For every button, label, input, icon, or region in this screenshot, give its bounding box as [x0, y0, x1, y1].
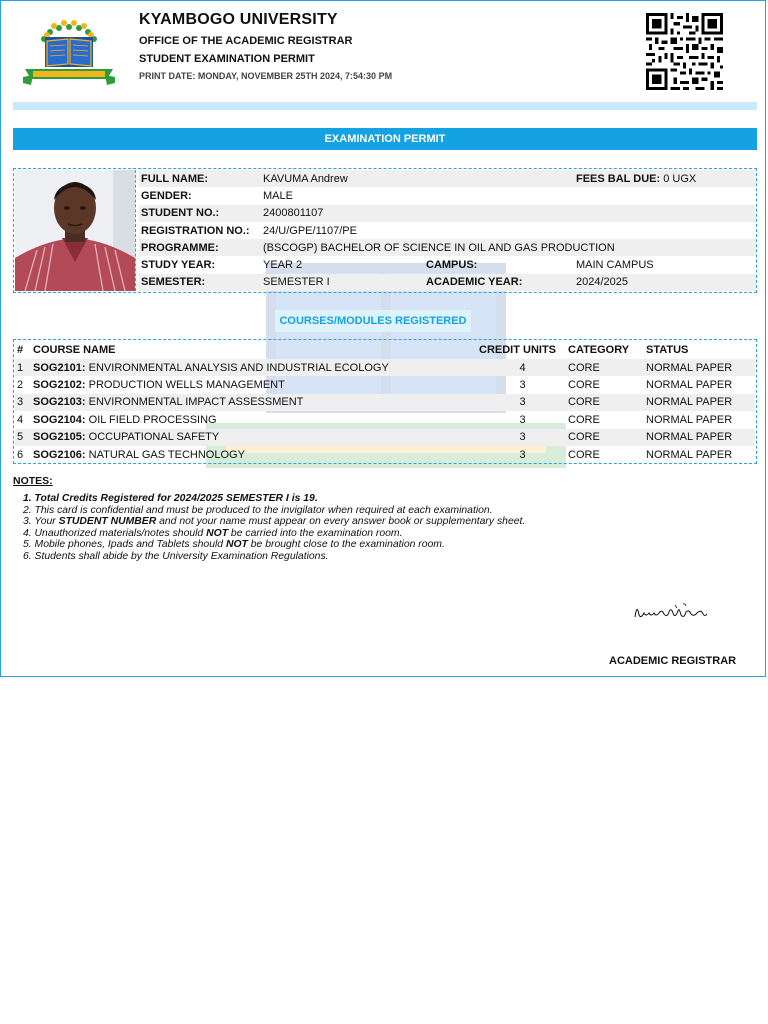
course-num: 4 — [17, 413, 24, 426]
course-name-cell — [31, 411, 477, 428]
note-5-a: 5. Mobile phones, Ipads and Tablets should — [23, 539, 226, 551]
campus-value: MAIN CAMPUS — [576, 259, 654, 272]
fees-cell — [574, 170, 756, 187]
academic-year-label: ACADEMIC YEAR: — [424, 274, 574, 291]
course-code: SOG2104: — [33, 413, 86, 426]
course-num: 1 — [15, 359, 31, 376]
col-status-header: STATUS — [646, 344, 689, 356]
info-row-study-year — [139, 256, 756, 273]
note-5-b: NOT — [225, 539, 248, 551]
full-name-label: FULL NAME: — [139, 170, 261, 187]
course-name: ENVIRONMENTAL IMPACT ASSESSMENT — [85, 396, 304, 409]
course-code: SOG2105: — [33, 431, 86, 444]
course-category: CORE — [568, 448, 600, 461]
notes-list — [13, 493, 525, 563]
note-3-a: 3. Your — [23, 516, 59, 528]
signature-icon — [631, 599, 711, 625]
course-status: NORMAL PAPER — [646, 413, 733, 426]
table-row — [15, 446, 755, 463]
course-category: CORE — [566, 429, 644, 446]
course-credits: 3 — [519, 448, 526, 461]
course-credits: 3 — [477, 429, 566, 446]
col-num-header: # — [17, 344, 24, 356]
course-status: NORMAL PAPER — [644, 359, 755, 376]
student-info-box — [13, 168, 757, 293]
academic-registrar-label: ACADEMIC REGISTRAR — [609, 655, 737, 667]
full-name-value: KAVUMA Andrew — [261, 170, 574, 187]
info-row-semester — [139, 274, 756, 291]
course-status: NORMAL PAPER — [646, 448, 733, 461]
notes-section — [13, 475, 525, 563]
table-row — [15, 429, 755, 446]
course-code: SOG2103: — [33, 396, 86, 409]
note-5 — [23, 539, 525, 551]
semester-value: SEMESTER I — [261, 274, 424, 291]
course-name-cell — [31, 394, 477, 411]
courses-table — [15, 341, 755, 463]
course-name-cell — [31, 359, 477, 376]
course-name-cell — [31, 429, 477, 446]
programme-label: PROGRAMME: — [139, 239, 261, 256]
student-photo — [15, 170, 136, 291]
header-block — [139, 11, 392, 81]
course-category: CORE — [568, 413, 600, 426]
course-name: OIL FIELD PROCESSING — [85, 413, 217, 426]
courses-box — [13, 339, 757, 464]
student-no-label: STUDENT NO.: — [139, 205, 261, 222]
document-title: STUDENT EXAMINATION PERMIT — [139, 53, 315, 65]
study-year-label: STUDY YEAR: — [141, 259, 216, 272]
course-credits: 3 — [477, 394, 566, 411]
course-status: NORMAL PAPER — [646, 379, 733, 392]
notes-title: NOTES: — [13, 475, 53, 487]
header-divider — [13, 102, 757, 110]
university-crest-icon — [23, 17, 115, 87]
info-row-gender — [139, 187, 756, 204]
note-3 — [23, 516, 525, 528]
course-code: SOG2101: — [33, 361, 86, 374]
fees-label: FEES BAL DUE: — [576, 172, 661, 185]
programme-value: (BSCOGP) BACHELOR OF SCIENCE IN OIL AND GAS PRODUCTION — [261, 239, 756, 256]
course-credits: 3 — [519, 413, 526, 426]
table-row — [15, 376, 755, 393]
student-no-value: 2400801107 — [261, 205, 756, 222]
university-name: KYAMBOGO UNIVERSITY — [139, 11, 338, 28]
qr-code-icon — [646, 13, 723, 90]
course-num: 6 — [17, 448, 24, 461]
office-name: OFFICE OF THE ACADEMIC REGISTRAR — [139, 35, 353, 47]
course-category: CORE — [568, 379, 600, 392]
courses-header-row — [15, 341, 755, 359]
study-year-value: YEAR 2 — [263, 259, 303, 272]
print-date: PRINT DATE: MONDAY, NOVEMBER 25TH 2024, 7:54:30 PM — [139, 71, 393, 81]
info-row-programme — [139, 239, 756, 256]
reg-no-value: 24/U/GPE/1107/PE — [263, 224, 357, 237]
student-info-table — [139, 170, 756, 291]
table-row — [15, 359, 755, 376]
course-code: SOG2106: — [33, 448, 86, 461]
note-2: 2. This card is confidential and must be produced to the invigilator when required at each examination. — [23, 504, 493, 516]
course-status: NORMAL PAPER — [644, 429, 755, 446]
note-4-a: 4. Unauthorized materials/notes should — [23, 527, 207, 539]
course-name: NATURAL GAS TECHNOLOGY — [85, 448, 245, 461]
note-1 — [23, 493, 525, 505]
course-code: SOG2102: — [33, 379, 86, 392]
permit-title-bar: EXAMINATION PERMIT — [13, 128, 757, 150]
course-num: 5 — [15, 429, 31, 446]
col-credits-header: CREDIT UNITS — [479, 344, 556, 356]
course-status: NORMAL PAPER — [644, 394, 755, 411]
course-name: ENVIRONMENTAL ANALYSIS AND INDUSTRIAL ECOLOGY — [85, 361, 389, 374]
note-4-c: be carried into the examination room. — [228, 527, 403, 539]
info-row-reg-no — [139, 222, 756, 239]
fees-value: 0 UGX — [663, 172, 697, 185]
course-category: CORE — [566, 359, 644, 376]
student-photo-icon — [15, 170, 135, 291]
course-category: CORE — [566, 394, 644, 411]
courses-title: COURSES/MODULES REGISTERED — [275, 310, 471, 332]
reg-no-label: REGISTRATION NO.: — [141, 224, 250, 237]
course-credits: 4 — [477, 359, 566, 376]
course-num: 2 — [17, 379, 24, 392]
note-3-c: and not your name must appear on every answer book or supplementary sheet. — [156, 516, 526, 528]
note-4 — [23, 528, 525, 540]
note-3-b: STUDENT NUMBER — [58, 516, 157, 528]
gender-value: MALE — [263, 189, 293, 202]
course-credits: 3 — [519, 379, 526, 392]
course-name-cell — [31, 376, 477, 393]
note-6: 6. Students shall abide by the University Examination Regulations. — [23, 550, 329, 562]
note-5-c: be brought close to the examination room. — [247, 539, 445, 551]
course-name-cell — [31, 446, 477, 463]
campus-label: CAMPUS: — [426, 259, 478, 272]
course-name: PRODUCTION WELLS MANAGEMENT — [85, 379, 285, 392]
col-course-header: COURSE NAME — [33, 344, 116, 356]
note-4-b: NOT — [206, 527, 229, 539]
table-row — [15, 411, 755, 428]
semester-label: SEMESTER: — [139, 274, 261, 291]
info-row-student-no — [139, 205, 756, 222]
course-name: OCCUPATIONAL SAFETY — [85, 431, 220, 444]
gender-label: GENDER: — [141, 189, 192, 202]
info-row-full-name — [139, 170, 756, 187]
col-category-header: CATEGORY — [568, 344, 630, 356]
course-num: 3 — [15, 394, 31, 411]
table-row — [15, 394, 755, 411]
academic-year-value: 2024/2025 — [574, 274, 756, 291]
note-1-text: 1. Total Credits Registered for 2024/2025 SEMESTER I is 19. — [23, 493, 318, 504]
